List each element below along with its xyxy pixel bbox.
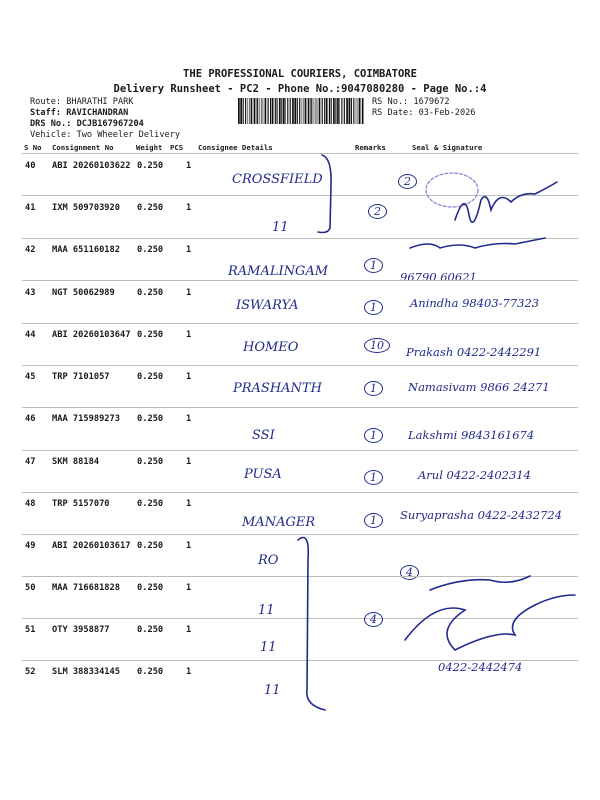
row-consignment-no: MAA 715989273 [52,414,120,424]
barcode-bar [249,98,250,124]
col-seal-signature: Seal & Signature [412,143,483,152]
row-consignee-handwritten: RO [258,553,279,568]
row-consignment-no: IXM 509703920 [52,203,120,213]
row-weight: 0.250 [137,541,164,551]
row-weight: 0.250 [137,203,164,213]
row-pcs: 1 [186,330,192,340]
row-consignee-handwritten: 11 [264,683,281,698]
staff-label: Staff: RAVICHANDRAN [30,108,129,118]
company-name: THE PROFESSIONAL COURIERS, COIMBATORE [183,68,417,80]
barcode-bar [310,98,311,124]
barcode-bar [268,98,269,124]
header-divider [22,153,578,154]
barcode-bar [257,98,258,124]
row-weight: 0.250 [137,499,164,509]
barcode-bar [314,98,315,124]
barcode-bar [281,98,282,124]
row-sno: 41 [25,203,36,213]
rs-date: RS Date: 03-Feb-2026 [372,108,476,118]
row-pcs: 1 [186,161,192,171]
signature-stroke-51 [405,595,575,650]
row-sno: 44 [25,330,36,340]
row-pcs: 1 [186,245,192,255]
barcode-bar [344,98,345,124]
barcode-bar [297,98,298,124]
barcode-bar [341,98,342,124]
barcode-bar [279,98,281,124]
barcode-bar [254,98,256,124]
row-weight: 0.250 [137,245,164,255]
row-pcs: 1 [186,203,192,213]
row-sno: 43 [25,288,36,298]
row-divider [22,323,578,324]
row-signature-handwritten: Namasivam 9866 24271 [408,380,550,394]
row-weight: 0.250 [137,288,164,298]
row-sno: 50 [25,583,36,593]
row-divider [22,407,578,408]
barcode-bar [290,98,291,124]
row-pcs: 1 [186,372,192,382]
signature-stroke-50 [430,576,530,590]
row-remark-handwritten: 1 [364,300,383,315]
barcode-bar [316,98,317,124]
barcode-bar [238,98,240,124]
row-divider [22,492,578,493]
barcode-bar [333,98,335,124]
barcode-bar [319,98,321,124]
barcode-bar [362,98,364,124]
row-weight: 0.250 [137,372,164,382]
row-consignment-no: OTY 3958877 [52,625,110,635]
barcode [238,98,366,124]
barcode-bar [302,98,303,124]
row-consignment-no: ABI 20260103617 [52,541,131,551]
bracket-mark-top [318,155,331,233]
barcode-bar [270,98,271,124]
barcode-bar [283,98,285,124]
vehicle-label: Vehicle: Two Wheeler Delivery [30,130,181,140]
signature-stroke-40 [455,182,557,222]
row-consignee-handwritten: 11 [272,220,289,235]
row-signature-handwritten: Lakshmi 9843161674 [408,428,535,442]
signature-stroke-42 [410,238,545,248]
row-weight: 0.250 [137,625,164,635]
row-pcs: 1 [186,583,192,593]
barcode-bar [308,98,310,124]
col-sno: S No [24,143,42,152]
row-remark-handwritten: 4 [400,565,419,580]
row-remark-handwritten: 1 [364,470,383,485]
row-pcs: 1 [186,667,192,677]
row-consignee-handwritten: MANAGER [242,515,316,530]
row-divider [22,365,578,366]
row-pcs: 1 [186,457,192,467]
barcode-bar [349,98,351,124]
row-remark-handwritten: 1 [364,428,383,443]
barcode-bar [275,98,276,124]
barcode-bar [304,98,305,124]
row-weight: 0.250 [137,457,164,467]
row-consignment-no: MAA 716681828 [52,583,120,593]
barcode-bar [245,98,246,124]
barcode-bar [335,98,336,124]
col-weight: Weight [136,143,163,152]
row-pcs: 1 [186,288,192,298]
col-pcs: PCS [170,143,184,152]
row-sno: 51 [25,625,36,635]
row-consignment-no: ABI 20260103622 [52,161,131,171]
row-consignee-handwritten: 11 [260,640,277,655]
col-consignee: Consignee Details [198,143,273,152]
row-remark-handwritten: 1 [364,258,383,273]
row-sno: 52 [25,667,36,677]
col-remarks: Remarks [355,143,386,152]
row-remark-handwritten: 2 [368,204,387,219]
barcode-bar [331,98,332,124]
barcode-bar [248,98,249,124]
barcode-bar [292,98,294,124]
seal-stamp-icon [426,173,478,207]
barcode-bar [261,98,262,124]
barcode-bar [356,98,357,124]
drs-number: DRS No.: DCJB167967204 [30,119,144,129]
row-consignee-handwritten: PUSA [244,467,282,482]
barcode-bar [285,98,286,124]
barcode-bar [251,98,253,124]
row-consignment-no: TRP 7101057 [52,372,110,382]
route-label: Route: BHARATHI PARK [30,97,134,107]
row-divider [22,576,578,577]
row-pcs: 1 [186,499,192,509]
col-consignment: Consignment No [52,143,114,152]
row-consignee-handwritten: SSI [252,428,275,443]
barcode-bar [294,98,296,124]
row-pcs: 1 [186,541,192,551]
row-weight: 0.250 [137,330,164,340]
row-consignment-no: ABI 20260103647 [52,330,131,340]
barcode-bar [339,98,340,124]
barcode-bar [311,98,312,124]
barcode-bar [337,98,339,124]
barcode-bar [277,98,278,124]
row-signature-handwritten: Anindha 98403-77323 [410,296,540,310]
barcode-bar [305,98,307,124]
runsheet-title: Delivery Runsheet - PC2 - Phone No.:9047080280 - Page No.:4 [113,83,487,95]
row-sno: 46 [25,414,36,424]
barcode-bar [243,98,244,124]
row-divider [22,280,578,281]
barcode-bar [299,98,300,124]
row-remark-handwritten: 4 [364,612,383,627]
row-consignment-no: SKM 88184 [52,457,100,467]
barcode-bar [317,98,318,124]
row-divider [22,450,578,451]
row-pcs: 1 [186,414,192,424]
barcode-bar [265,98,267,124]
row-divider [22,534,578,535]
barcode-bar [256,98,257,124]
row-sno: 45 [25,372,36,382]
row-remark-handwritten: 1 [364,381,383,396]
barcode-bar [240,98,242,124]
row-divider [22,195,578,196]
row-remark-handwritten: 1 [364,513,383,528]
row-consignee-handwritten: HOMEO [243,340,299,355]
barcode-bar [260,98,261,124]
row-sno: 40 [25,161,36,171]
row-consignee-handwritten: ISWARYA [236,298,299,313]
row-consignment-no: SLM 388334145 [52,667,120,677]
barcode-bar [324,98,325,124]
barcode-bar [263,98,264,124]
row-weight: 0.250 [137,583,164,593]
row-divider [22,618,578,619]
barcode-bar [353,98,354,124]
barcode-bar [329,98,330,124]
barcode-bar [351,98,352,124]
row-consignee-handwritten: RAMALINGAM [228,264,329,279]
bracket-mark-bottom [298,538,325,711]
barcode-bar [287,98,288,124]
row-pcs: 1 [186,625,192,635]
rs-number: RS No.: 1679672 [372,97,450,107]
row-sno: 49 [25,541,36,551]
row-remark-handwritten: 2 [398,174,417,189]
row-sno: 48 [25,499,36,509]
row-signature-handwritten: 0422-2442474 [438,660,523,674]
barcode-bar [359,98,361,124]
barcode-bar [358,98,359,124]
row-consignment-no: MAA 651160182 [52,245,120,255]
row-consignment-no: TRP 5157070 [52,499,110,509]
row-consignment-no: NGT 50062989 [52,288,115,298]
row-consignee-handwritten: CROSSFIELD [232,172,323,187]
row-consignee-handwritten: 11 [258,603,275,618]
barcode-bar [322,98,323,124]
row-weight: 0.250 [137,414,164,424]
row-signature-handwritten: Arul 0422-2402314 [418,468,531,482]
row-weight: 0.250 [137,667,164,677]
row-signature-handwritten: Suryaprasha 0422-2432724 [400,508,563,522]
barcode-bar [346,98,348,124]
row-signature-handwritten: 96790 60621 [400,270,477,284]
barcode-bar [272,98,274,124]
row-signature-handwritten: Prakash 0422-2442291 [406,345,542,359]
row-remark-handwritten: 10 [364,338,390,353]
row-consignee-handwritten: PRASHANTH [233,381,322,396]
row-sno: 47 [25,457,36,467]
barcode-bar [326,98,328,124]
row-sno: 42 [25,245,36,255]
row-divider [22,238,578,239]
row-weight: 0.250 [137,161,164,171]
